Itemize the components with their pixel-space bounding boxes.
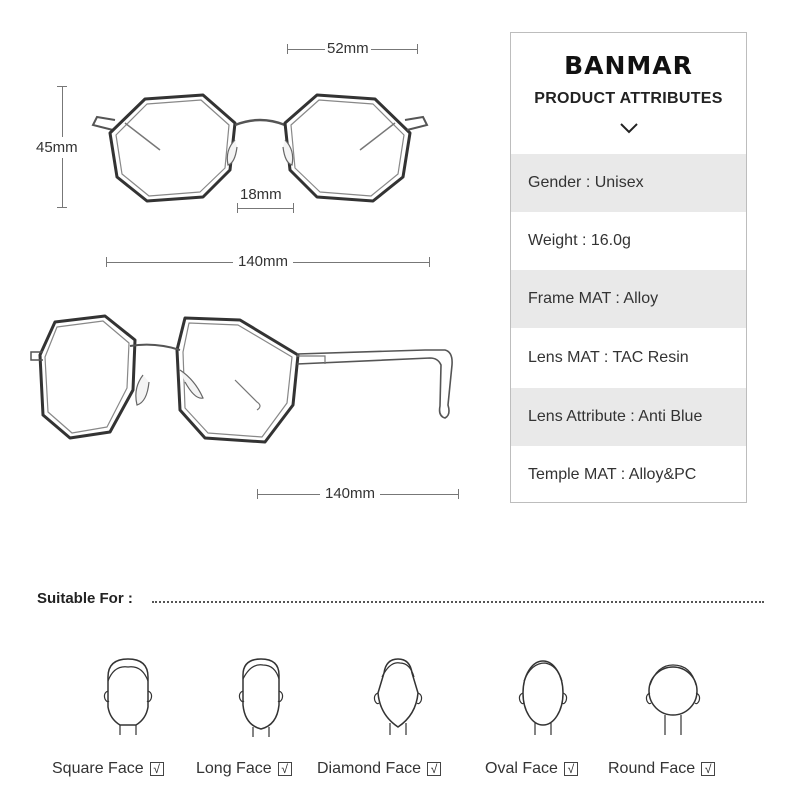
frame-width-tick-left (106, 257, 107, 267)
checkmark-icon: √ (150, 762, 164, 776)
attribute-row-frame-material: Frame MAT : Alloy (511, 270, 746, 328)
attribute-row-gender: Gender : Unisex (511, 154, 746, 212)
round-face-icon (645, 655, 701, 739)
lens-height-label: 45mm (36, 139, 78, 156)
frame-width-label: 140mm (233, 253, 293, 270)
face-option-oval (485, 760, 578, 778)
square-face-icon (100, 655, 156, 739)
checkmark-icon: √ (278, 762, 292, 776)
temple-length-tick-right (458, 489, 459, 499)
brand-logo: BANMAR (564, 51, 693, 80)
bridge-line (237, 208, 293, 209)
diamond-face-icon (370, 655, 426, 739)
suitable-for-label: Suitable For : (37, 590, 133, 607)
attribute-row-lens-attribute: Lens Attribute : Anti Blue (511, 388, 746, 446)
long-face-icon (233, 655, 289, 739)
lens-height-tick-bottom (57, 207, 67, 208)
attribute-row-lens-material: Lens MAT : TAC Resin (528, 349, 689, 366)
temple-length-tick-left (257, 489, 258, 499)
chevron-down-icon (619, 121, 639, 135)
face-option-label: Diamond Face (317, 760, 422, 777)
checkmark-icon: √ (701, 762, 715, 776)
face-option-diamond (317, 760, 441, 778)
face-option-long (196, 760, 292, 778)
bridge-label: 18mm (240, 186, 282, 203)
temple-length-label: 140mm (320, 485, 380, 502)
checkmark-icon: √ (427, 762, 441, 776)
lens-width-tick-left (287, 44, 288, 54)
lens-width-tick-right (417, 44, 418, 54)
face-option-round (608, 760, 715, 778)
panel-title: PRODUCT ATTRIBUTES (534, 90, 723, 107)
suitable-for-divider (152, 601, 764, 603)
face-option-square (52, 760, 164, 778)
face-option-label: Round Face (608, 760, 696, 777)
bridge-tick-right (293, 203, 294, 213)
glasses-side-view (25, 310, 465, 450)
checkmark-icon: √ (564, 762, 578, 776)
bridge-tick-left (237, 203, 238, 213)
face-option-label: Oval Face (485, 760, 558, 777)
lens-height-tick-top (57, 86, 67, 87)
face-option-label: Square Face (52, 760, 144, 777)
face-option-label: Long Face (196, 760, 272, 777)
attribute-row-temple-material: Temple MAT : Alloy&PC (528, 466, 697, 483)
attribute-row-weight: Weight : 16.0g (528, 232, 631, 249)
oval-face-icon (515, 655, 571, 739)
frame-width-tick-right (429, 257, 430, 267)
product-attributes-panel (510, 32, 747, 503)
lens-width-label: 52mm (327, 40, 369, 57)
